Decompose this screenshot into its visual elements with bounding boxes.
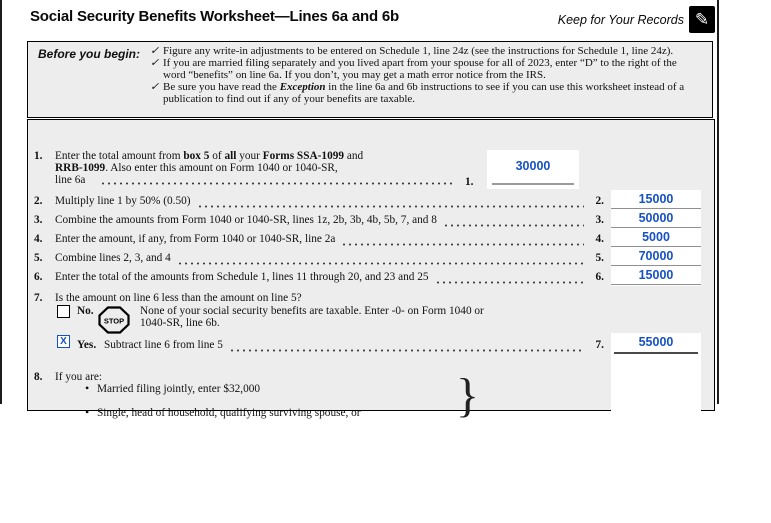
line4-text: Enter the amount, if any, from Form 1040 or 1040-SR, line 2a [55, 232, 336, 245]
line1-value-underline [492, 183, 574, 185]
line6-value-field[interactable] [611, 266, 701, 285]
pencil-glyph: ✎ [694, 9, 710, 29]
line7-value-field[interactable] [611, 333, 701, 523]
line6-number: 6. [34, 270, 43, 283]
line2-trail-number: 2. [595, 194, 604, 207]
line2-dot-leader [197, 191, 584, 210]
page-left-edge [0, 0, 2, 404]
lines2-6-value-column [611, 190, 701, 286]
line4-value: 5000 [642, 230, 670, 244]
line7-question: Is the amount on line 6 less than the amount on line 5? [55, 292, 302, 304]
line7-no-text-2: 1040-SR, line 6b. [140, 317, 220, 329]
line3-dot-leader [443, 210, 584, 229]
line5-trail-number: 5. [595, 251, 604, 264]
line2-number: 2. [34, 194, 43, 207]
line8-bullet-2 [85, 407, 771, 419]
line7-value: 55000 [638, 335, 674, 349]
checklist-item [150, 81, 698, 105]
line3-trail-number: 3. [595, 213, 604, 226]
line1-text-a: Enter the total amount from box 5 of all your Forms SSA-1099 and [55, 150, 364, 162]
line6-dot-leader [435, 267, 584, 286]
line7-no-text-1: None of your social security benefits are taxable. Enter -0- on Form 1040 or [140, 305, 484, 317]
checklist-item-text: If you are married filing separately and you lived apart from your spouse for all of 2023, enter “D” to the right of the word “benefits” on line 6a. If you don’t, you may get a math error notice from the IRS. [163, 57, 677, 81]
line7-yes-row [77, 335, 604, 354]
line5-number: 5. [34, 251, 43, 264]
line8-bullet-1 [85, 383, 771, 395]
line7-dot-leader [229, 335, 584, 354]
line8-intro: If you are: [55, 371, 103, 383]
line6-text: Enter the total of the amounts from Schedule 1, lines 11 through 20, and 23 and 25 [55, 270, 429, 283]
pencil-icon [689, 6, 715, 33]
worksheet-panel [27, 119, 715, 422]
line2-row [34, 191, 604, 210]
svg-text:STOP: STOP [103, 316, 125, 326]
line4-number: 4. [34, 232, 43, 245]
line3-row [34, 210, 604, 229]
line5-dot-leader [177, 248, 584, 267]
line2-text: Multiply line 1 by 50% (0.50) [55, 194, 191, 207]
line7-no-checkbox[interactable] [57, 305, 70, 318]
line8-brace: } [456, 369, 480, 422]
page-right-edge [717, 0, 719, 404]
page-title: Social Security Benefits Worksheet—Lines 6a and 6b [30, 8, 400, 25]
line6-trail-number: 6. [595, 270, 604, 283]
line4-value-field[interactable] [611, 228, 701, 247]
line8-bullet-1-text: Married filing jointly, enter $32,000 [97, 383, 261, 395]
line5-value-field[interactable] [611, 247, 701, 266]
checkmark-icon: ✓ [150, 57, 160, 69]
line1-dot-leader [100, 174, 452, 185]
line8-number: 8. [34, 371, 43, 383]
line5-text: Combine lines 2, 3, and 4 [55, 251, 171, 264]
line3-text: Combine the amounts from Form 1040 or 1040-SR, lines 1z, 2b, 3b, 4b, 5b, 7, and 8 [55, 213, 437, 226]
line8-bullet-2-text: Single, head of household, qualifying surviving spouse, or [97, 407, 361, 419]
checkmark-icon: ✓ [150, 45, 160, 57]
checkmark-icon: ✓ [150, 81, 160, 93]
line2-value-field[interactable] [611, 190, 701, 209]
line1-value-field[interactable] [487, 150, 579, 189]
line1-number: 1. [34, 150, 43, 162]
line7-yes-text: Subtract line 6 from line 5 [104, 338, 223, 351]
line4-dot-leader [341, 229, 584, 248]
line1-value: 30000 [515, 159, 551, 173]
line7-trail-number: 7. [595, 338, 604, 351]
keep-for-records-label: Keep for Your Records [557, 13, 684, 27]
line2-value: 15000 [638, 192, 674, 206]
line5-row [34, 248, 604, 267]
line4-trail-number: 4. [595, 232, 604, 245]
checklist-item-text: Figure any write-in adjustments to be entered on Schedule 1, line 24z (see the instructions for Schedule 1, line 24z). [163, 45, 674, 57]
checklist-item-text: Be sure you have read the Exception in the line 6a and 6b instructions to see if you can use this worksheet instead of a publication to find out if any of your benefits are taxable. [163, 81, 685, 105]
before-you-begin-panel [27, 41, 713, 118]
checklist-item [150, 57, 698, 81]
line1-text-c: line 6a [55, 174, 86, 186]
line3-value-field[interactable] [611, 209, 701, 228]
line7-number: 7. [34, 292, 43, 304]
line7-yes-checkmark: X [60, 336, 67, 347]
line3-number: 3. [34, 213, 43, 226]
line7-yes-checkbox[interactable] [57, 335, 70, 348]
line1-trail-number: 1. [465, 176, 474, 188]
before-you-begin-items [150, 45, 698, 105]
line3-value: 50000 [638, 211, 674, 225]
line7-value-underline [614, 352, 698, 354]
line6-row [34, 267, 604, 286]
before-you-begin-label: Before you begin: [38, 47, 141, 61]
line1-text-b: RRB-1099. Also enter this amount on Form 1040 or 1040-SR, [55, 162, 338, 174]
line7-yes-label: Yes. [77, 338, 97, 351]
line5-value: 70000 [638, 249, 674, 263]
line7-no-label: No. [77, 305, 94, 317]
line4-row [34, 229, 604, 248]
line6-value: 15000 [638, 268, 674, 282]
checklist-item [150, 45, 698, 57]
